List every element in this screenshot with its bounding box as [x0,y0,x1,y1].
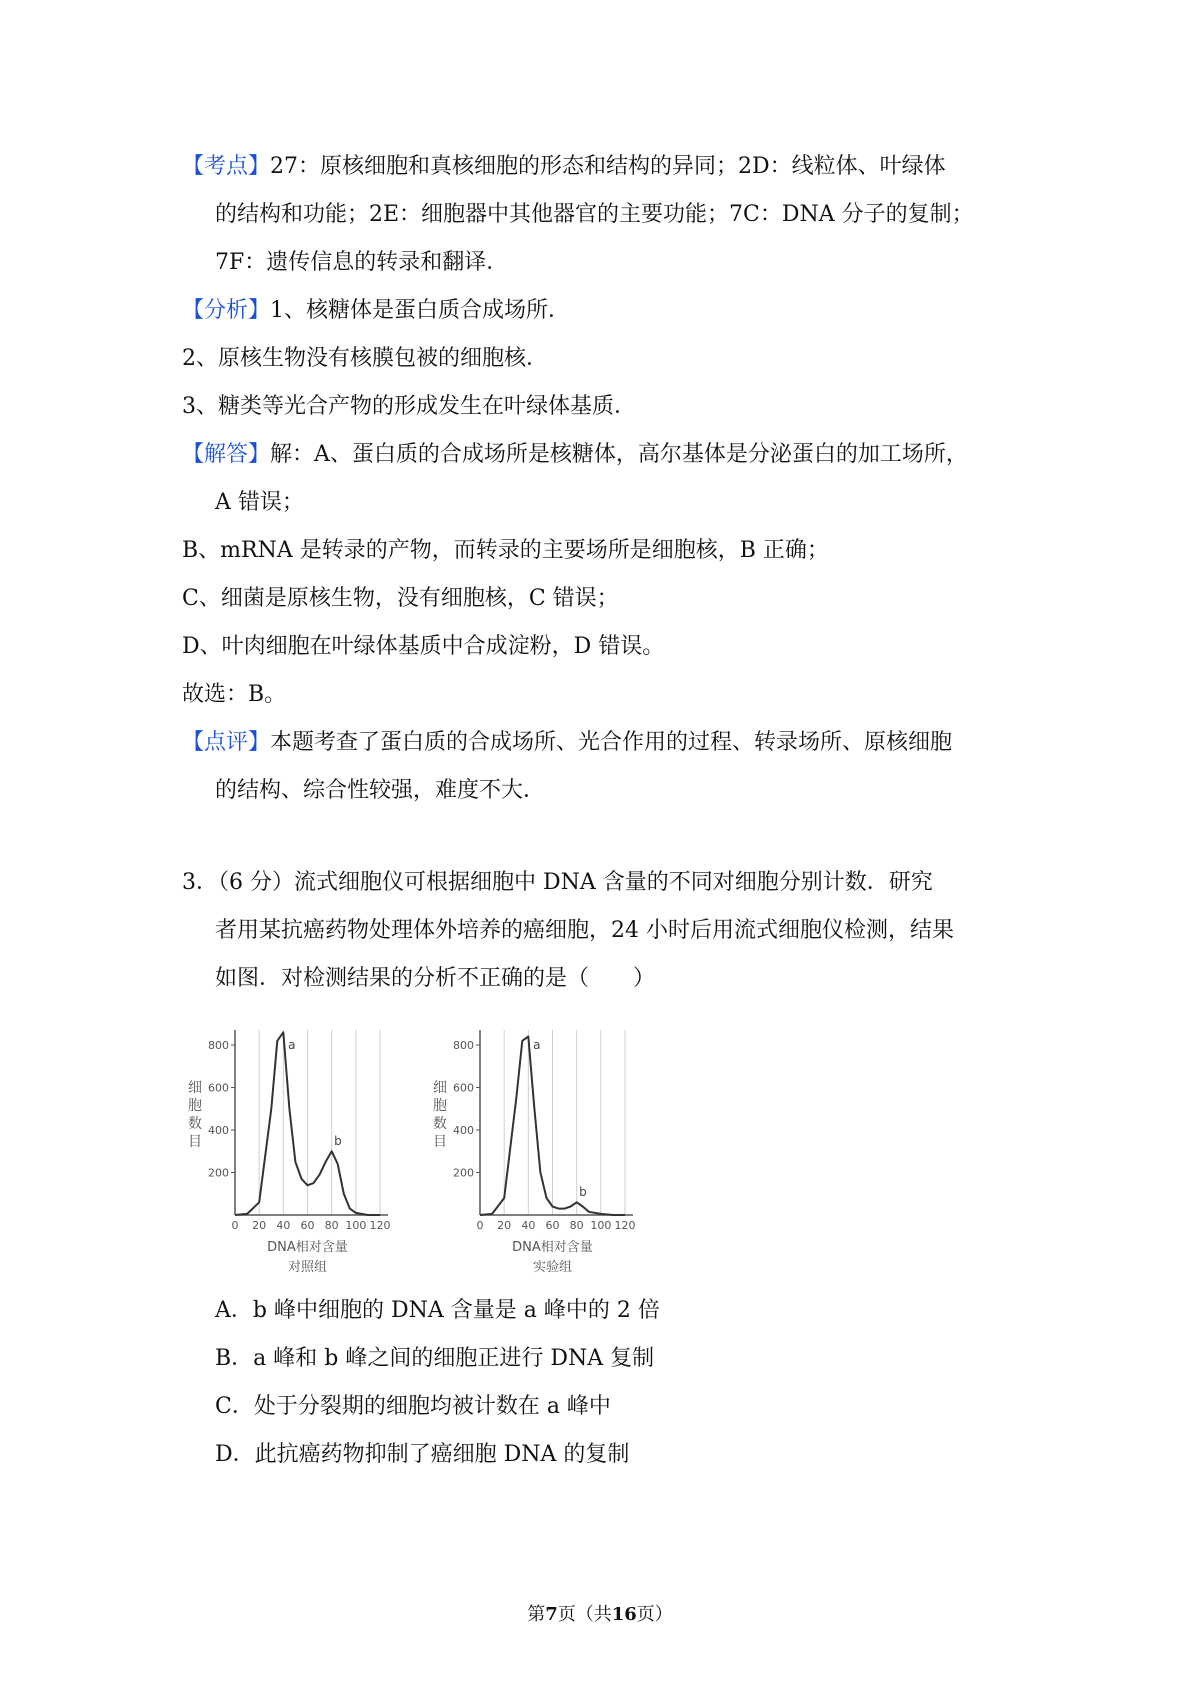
chart1-ylabel-char-2: 数 [188,1116,202,1132]
chart2-peak-a: a [533,1038,541,1052]
chart1-xtick-label-1: 20 [252,1219,267,1232]
jieda-text: 解：A、蛋白质的合成场所是核糖体，高尔基体是分泌蛋白的加工场所， [270,442,968,467]
fenxi-line-3: 3、糖类等光合产物的形成发生在叶绿体基质． [182,394,636,419]
chart1-title: 对照组 [287,1260,328,1275]
chart1-ytick-label-3: 800 [208,1039,229,1052]
chart2-xtick-label-5: 100 [590,1219,612,1232]
footer-prefix: 第 [527,1604,546,1625]
dianping-line-1 [182,728,952,758]
chart2-title: 实验组 [532,1260,573,1275]
chart2-peak-b: b [579,1184,587,1199]
jieda-line-3: B、mRNA 是转录的产物，而转录的主要场所是细胞核，B 正确； [182,538,829,563]
footer-suffix: 页） [636,1604,673,1625]
footer-middle: 页（共 [557,1604,612,1625]
chart1-peak-a: a [288,1038,296,1052]
chart2-ylabel-char-3: 目 [433,1134,447,1150]
chart1-xtick-label-2: 40 [276,1219,291,1232]
kaodian-line-1 [182,152,946,182]
dianping-line-2: 的结构、综合性较强，难度不大． [215,778,546,803]
jieda-tag: 【解答】 [182,442,271,467]
dianping-tag: 【点评】 [182,730,271,755]
chart2-xlabel: DNA相对含量 [512,1240,593,1255]
chart2-xtick-label-1: 20 [497,1219,512,1232]
question-line-2: 者用某抗癌药物处理体外培养的癌细胞，24 小时后用流式细胞仪检测，结果 [215,918,954,943]
chart1-xtick-label-5: 100 [345,1219,367,1232]
kaodian-tag: 【考点】 [182,154,271,179]
chart2-ytick-label-3: 800 [453,1039,474,1052]
page-footer [0,1600,1200,1626]
footer-total: 16 [611,1604,637,1625]
chart1-ylabel-char-0: 细 [188,1080,202,1096]
dianping-text: 本题考查了蛋白质的合成场所、光合作用的过程、转录场所、原核细胞 [270,730,953,755]
fenxi-line-1 [182,296,570,326]
chart1-ylabel-char-1: 胞 [188,1098,202,1114]
chart1-xtick-label-3: 60 [300,1219,315,1232]
kaodian-text: 27：原核细胞和真核细胞的形态和结构的异同；2D：线粒体、叶绿体 [270,154,946,179]
fenxi-line-2: 2、原核生物没有核膜包被的细胞核． [182,346,548,371]
jieda-line-4: C、细菌是原核生物，没有细胞核，C 错误； [182,586,619,611]
option-d: D．此抗癌药物抑制了癌细胞 DNA 的复制 [215,1442,630,1467]
kaodian-line-2: 的结构和功能；2E：细胞器中其他器官的主要功能；7C：DNA 分子的复制； [215,202,974,227]
chart2-xtick-label-2: 40 [521,1219,536,1232]
fenxi-text: 1、核糖体是蛋白质合成场所． [270,298,571,323]
chart1-xtick-label-6: 120 [369,1219,391,1232]
jieda-line-1 [182,440,968,470]
chart1-ytick-label-0: 200 [208,1166,229,1180]
chart2-ylabel-char-0: 细 [433,1080,447,1096]
jieda-line-5: D、叶肉细胞在叶绿体基质中合成淀粉，D 错误。 [182,634,665,659]
chart1-ytick-label-1: 400 [208,1124,229,1137]
fenxi-tag: 【分析】 [182,298,271,323]
chart2-ytick-label-1: 400 [453,1124,474,1137]
chart1-ytick-label-2: 600 [208,1081,229,1095]
chart1-xtick-label-4: 80 [324,1219,339,1232]
chart-svg [180,1010,680,1280]
footer-page: 7 [545,1604,558,1625]
flow-cytometry-figure [180,1010,680,1280]
jieda-line-6: 故选：B。 [182,682,287,707]
question-line-3: 如图．对检测结果的分析不正确的是（ ） [215,966,656,991]
question-line-1: 3．（6 分）流式细胞仪可根据细胞中 DNA 含量的不同对细胞分别计数．研究 [182,870,933,895]
option-c: C．处于分裂期的细胞均被计数在 a 峰中 [215,1394,611,1419]
chart2-ytick-label-0: 200 [453,1166,474,1180]
chart1-ylabel-char-3: 目 [188,1134,202,1150]
chart2-ylabel-char-1: 胞 [433,1098,447,1114]
chart2-ytick-label-2: 600 [453,1081,474,1095]
jieda-line-2: A 错误； [215,490,304,515]
chart1-xtick-label-0: 0 [231,1219,239,1232]
chart2-ylabel-char-2: 数 [433,1116,447,1132]
chart2-xtick-label-0: 0 [476,1219,484,1232]
chart2-xtick-label-3: 60 [545,1219,560,1232]
kaodian-line-3: 7F：遗传信息的转录和翻译． [215,250,509,275]
chart1-xlabel: DNA相对含量 [267,1240,348,1255]
chart2-xtick-label-6: 120 [614,1219,636,1232]
option-b: B．a 峰和 b 峰之间的细胞正进行 DNA 复制 [215,1346,655,1371]
option-a: A．b 峰中细胞的 DNA 含量是 a 峰中的 2 倍 [215,1298,660,1323]
chart1-peak-b: b [334,1133,342,1148]
chart2-xtick-label-4: 80 [569,1219,584,1232]
